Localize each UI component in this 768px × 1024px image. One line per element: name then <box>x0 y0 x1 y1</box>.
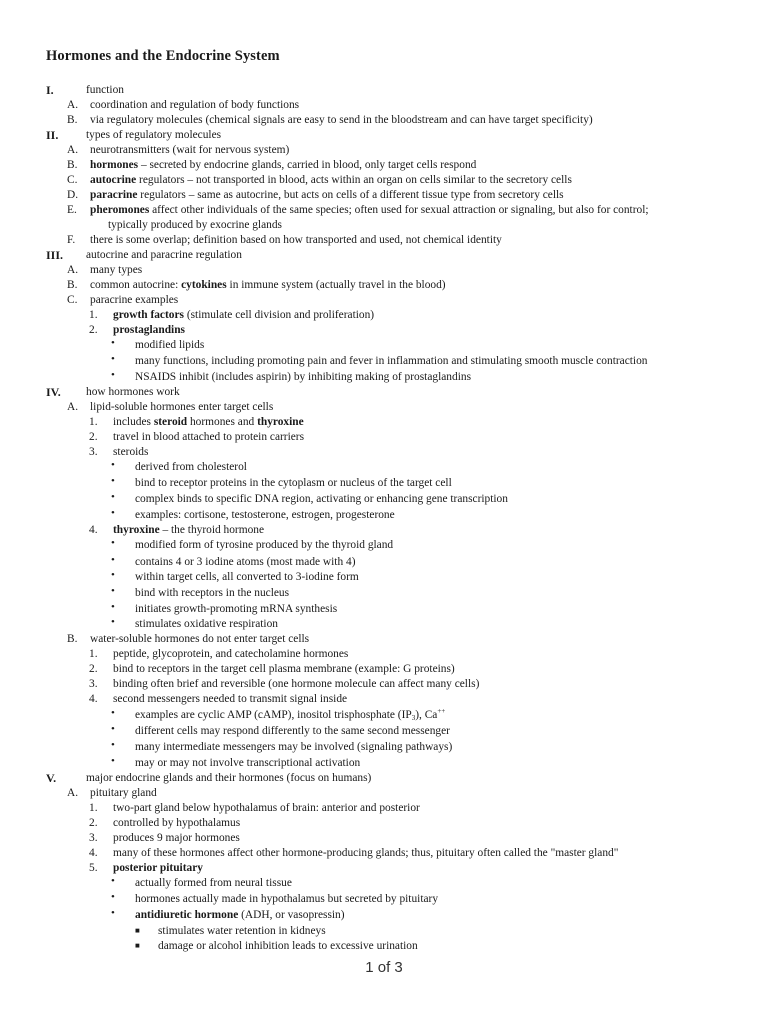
outline-marker: V. <box>46 771 57 785</box>
outline-marker: 4. <box>89 524 98 536</box>
bullet-marker: • <box>111 337 115 349</box>
outline-text <box>86 128 221 142</box>
square-bullet-marker: ■ <box>135 941 140 950</box>
outline-text <box>113 692 347 706</box>
outline-text <box>90 400 273 414</box>
text-run: stimulates water retention in kidneys <box>158 925 326 937</box>
text-run: contains 4 or 3 iodine atoms (most made with 4) <box>135 556 356 568</box>
text-run: hormones actually made in hypothalamus but secreted by pituitary <box>135 893 439 905</box>
outline-text <box>135 876 292 890</box>
outline-marker: B. <box>67 633 78 645</box>
outline-text <box>113 523 264 537</box>
text-run: many functions, including promoting pain and fever in inflammation and stimulating smooth muscle contraction <box>135 355 648 367</box>
text-run: – secreted by endocrine glands, carried in blood, only target cells respond <box>138 159 477 171</box>
bold-term: thyroxine <box>257 416 304 428</box>
outline-text <box>113 801 420 815</box>
outline-marker: 1. <box>89 648 98 660</box>
outline-text <box>86 83 124 97</box>
text-run: derived from cholesterol <box>135 461 247 473</box>
outline-text <box>135 508 395 522</box>
outline-text <box>135 555 356 569</box>
text-run: in immune system (actually travel in the blood) <box>226 279 446 291</box>
text-run: travel in blood attached to protein carriers <box>113 431 305 443</box>
outline-text <box>113 308 374 322</box>
text-run: damage or alcohol inhibition leads to excessive urination <box>158 940 418 952</box>
bullet-marker: • <box>111 491 115 503</box>
outline-text <box>90 188 564 202</box>
outline-text <box>90 203 649 217</box>
outline-marker: 3. <box>89 832 98 844</box>
bullet-marker: • <box>111 554 115 566</box>
outline-text <box>90 98 299 112</box>
bold-term: prostaglandins <box>113 324 185 336</box>
outline-text <box>113 323 185 337</box>
bullet-marker: • <box>111 875 115 887</box>
outline-marker: 1. <box>89 802 98 814</box>
text-run: includes <box>113 416 154 428</box>
outline-marker: 4. <box>89 847 98 859</box>
bullet-marker: • <box>111 891 115 903</box>
outline-text <box>90 173 572 187</box>
text-run: within target cells, all converted to 3-iodine form <box>135 571 359 583</box>
outline-text <box>135 708 445 722</box>
bullet-marker: • <box>111 459 115 471</box>
outline-text <box>158 924 326 938</box>
outline-text <box>90 293 178 307</box>
outline-marker: B. <box>67 159 78 171</box>
outline-text <box>90 632 309 646</box>
outline-text <box>135 602 337 616</box>
bold-term: posterior pituitary <box>113 862 203 874</box>
outline-text <box>90 113 593 127</box>
bold-term: growth factors <box>113 309 184 321</box>
text-run: bind with receptors in the nucleus <box>135 587 290 599</box>
text-run: many of these hormones affect other hormone-producing glands; thus, pituitary often called the "master gland" <box>113 847 619 859</box>
text-run: NSAIDS inhibit (includes aspirin) by inhibiting making of prostaglandins <box>135 371 471 383</box>
superscript: ++ <box>437 707 446 715</box>
text-run: examples: cortisone, testosterone, estrogen, progesterone <box>135 509 395 521</box>
bold-term: paracrine <box>90 189 138 201</box>
outline-text <box>113 415 304 429</box>
outline-marker: 3. <box>89 446 98 458</box>
text-run: how hormones work <box>86 386 180 398</box>
text-run: (ADH, or vasopressin) <box>238 909 345 921</box>
outline-text <box>90 786 157 800</box>
outline-marker: 2. <box>89 431 98 443</box>
bold-term: thyroxine <box>113 524 160 536</box>
text-run: hormones and <box>187 416 258 428</box>
outline-text <box>135 476 452 490</box>
bullet-marker: • <box>111 723 115 735</box>
outline-marker: 4. <box>89 693 98 705</box>
text-run: paracrine examples <box>90 294 179 306</box>
text-run: major endocrine glands and their hormones (focus on humans) <box>86 772 372 784</box>
outline-marker: A. <box>67 144 79 156</box>
text-run: typically produced by exocrine glands <box>108 219 282 231</box>
bold-term: cytokines <box>181 279 227 291</box>
text-run: coordination and regulation of body functions <box>90 99 300 111</box>
text-run: there is some overlap; definition based on how transported and used, not chemical identity <box>90 234 502 246</box>
outline-text <box>135 617 278 631</box>
outline-text <box>113 846 618 860</box>
bullet-marker: • <box>111 585 115 597</box>
outline-marker: 2. <box>89 324 98 336</box>
text-run: examples are cyclic AMP (cAMP), inositol trisphosphate (IP <box>135 709 412 721</box>
outline-marker: A. <box>67 264 79 276</box>
outline-marker: D. <box>67 189 79 201</box>
text-run: two-part gland below hypothalamus of brain: anterior and posterior <box>113 802 420 814</box>
outline-text <box>135 724 450 738</box>
text-run: initiates growth-promoting mRNA synthesis <box>135 603 338 615</box>
text-run: may or may not involve transcriptional activation <box>135 757 361 769</box>
bold-term: pheromones <box>90 204 150 216</box>
text-run: pituitary gland <box>90 787 157 799</box>
bold-term: hormones <box>90 159 139 171</box>
outline-text <box>113 445 148 459</box>
outline-marker: III. <box>46 248 64 262</box>
outline-text <box>113 677 479 691</box>
outline-marker: A. <box>67 787 79 799</box>
document-title: Hormones and the Endocrine System <box>46 48 280 64</box>
outline-marker: A. <box>67 401 79 413</box>
outline-text <box>135 570 359 584</box>
outline-marker: E. <box>67 204 77 216</box>
outline-text <box>135 460 247 474</box>
text-run: common autocrine: <box>90 279 182 291</box>
outline-text <box>135 908 345 922</box>
outline-text <box>86 771 371 785</box>
outline-marker: B. <box>67 114 78 126</box>
outline-marker: 2. <box>89 663 98 675</box>
bullet-marker: • <box>111 569 115 581</box>
outline-text <box>86 248 242 262</box>
outline-text <box>113 861 203 875</box>
outline-marker: II. <box>46 128 59 142</box>
text-run: function <box>86 84 124 96</box>
outline-text <box>135 892 438 906</box>
outline-marker: F. <box>67 234 76 246</box>
text-run: water-soluble hormones do not enter target cells <box>90 633 310 645</box>
outline-marker: I. <box>46 83 54 97</box>
outline-text <box>135 338 204 352</box>
square-bullet-marker: ■ <box>135 926 140 935</box>
bullet-marker: • <box>111 475 115 487</box>
outline-marker: C. <box>67 294 78 306</box>
text-run: many intermediate messengers may be involved (signaling pathways) <box>135 741 453 753</box>
text-run: ), Ca <box>415 709 438 721</box>
outline-text <box>90 278 446 292</box>
outline-marker: IV. <box>46 385 61 399</box>
text-run: steroids <box>113 446 149 458</box>
text-run: binding often brief and reversible (one hormone molecule can affect many cells) <box>113 678 480 690</box>
text-run: many types <box>90 264 143 276</box>
outline-text <box>158 939 418 953</box>
outline-marker: 3. <box>89 678 98 690</box>
bullet-marker: • <box>111 353 115 365</box>
bullet-marker: • <box>111 707 115 719</box>
bullet-marker: • <box>111 616 115 628</box>
text-run: lipid-soluble hormones enter target cells <box>90 401 274 413</box>
outline-text <box>90 263 142 277</box>
text-run: (stimulate cell division and proliferation) <box>183 309 375 321</box>
outline-text <box>135 370 471 384</box>
outline-marker: 1. <box>89 309 98 321</box>
text-run: modified form of tyrosine produced by the thyroid gland <box>135 539 394 551</box>
text-run: produces 9 major hormones <box>113 832 240 844</box>
outline-text <box>90 143 289 157</box>
text-run: regulators – same as autocrine, but acts on cells of a different tissue type from secretory cells <box>137 189 564 201</box>
outline-marker: 5. <box>89 862 98 874</box>
text-run: peptide, glycoprotein, and catecholamine hormones <box>113 648 349 660</box>
outline-text <box>113 831 240 845</box>
text-run: neurotransmitters (wait for nervous system) <box>90 144 290 156</box>
outline-marker: A. <box>67 99 79 111</box>
text-run: stimulates oxidative respiration <box>135 618 278 630</box>
outline-text <box>135 492 508 506</box>
outline-text <box>135 586 289 600</box>
outline-text <box>113 662 455 676</box>
outline-text <box>135 740 452 754</box>
outline-marker: 1. <box>89 416 98 428</box>
bold-term: antidiuretic hormone <box>135 909 239 921</box>
text-run: types of regulatory molecules <box>86 129 222 141</box>
text-run: actually formed from neural tissue <box>135 877 292 889</box>
bullet-marker: • <box>111 369 115 381</box>
outline-text <box>135 538 393 552</box>
outline-marker: C. <box>67 174 78 186</box>
bullet-marker: • <box>111 507 115 519</box>
bullet-marker: • <box>111 739 115 751</box>
text-run: regulators – not transported in blood, acts within an organ on cells similar to the secretory cells <box>136 174 572 186</box>
text-run: controlled by hypothalamus <box>113 817 241 829</box>
bold-term: steroid <box>153 416 188 428</box>
outline-text <box>113 430 304 444</box>
subscript: 3 <box>411 714 416 722</box>
text-run: complex binds to specific DNA region, activating or enhancing gene transcription <box>135 493 508 505</box>
bullet-marker: • <box>111 537 115 549</box>
text-run: via regulatory molecules (chemical signals are easy to send in the bloodstream and can have target specificity) <box>90 114 593 126</box>
text-run: bind to receptor proteins in the cytoplasm or nucleus of the target cell <box>135 477 452 489</box>
outline-text <box>86 385 180 399</box>
page-number: 1 of 3 <box>365 959 403 976</box>
bullet-marker: • <box>111 755 115 767</box>
text-run: affect other individuals of the same species; often used for sexual attraction or signaling, but also for control; <box>149 204 649 216</box>
text-run: different cells may respond differently to the same second messenger <box>135 725 450 737</box>
text-run: autocrine and paracrine regulation <box>86 249 242 261</box>
bold-term: autocrine <box>90 174 137 186</box>
text-run: – the thyroid hormone <box>159 524 265 536</box>
outline-marker: 2. <box>89 817 98 829</box>
bullet-marker: • <box>111 601 115 613</box>
outline-text <box>90 158 476 172</box>
outline-text <box>113 816 240 830</box>
outline-text <box>90 233 502 247</box>
text-run: modified lipids <box>135 339 205 351</box>
outline-text <box>108 218 282 232</box>
outline-text <box>135 354 647 368</box>
text-run: second messengers needed to transmit signal inside <box>113 693 348 705</box>
outline-text <box>113 647 348 661</box>
outline-marker: B. <box>67 279 78 291</box>
outline-text <box>135 756 360 770</box>
bullet-marker: • <box>111 907 115 919</box>
text-run: bind to receptors in the target cell plasma membrane (example: G proteins) <box>113 663 455 675</box>
